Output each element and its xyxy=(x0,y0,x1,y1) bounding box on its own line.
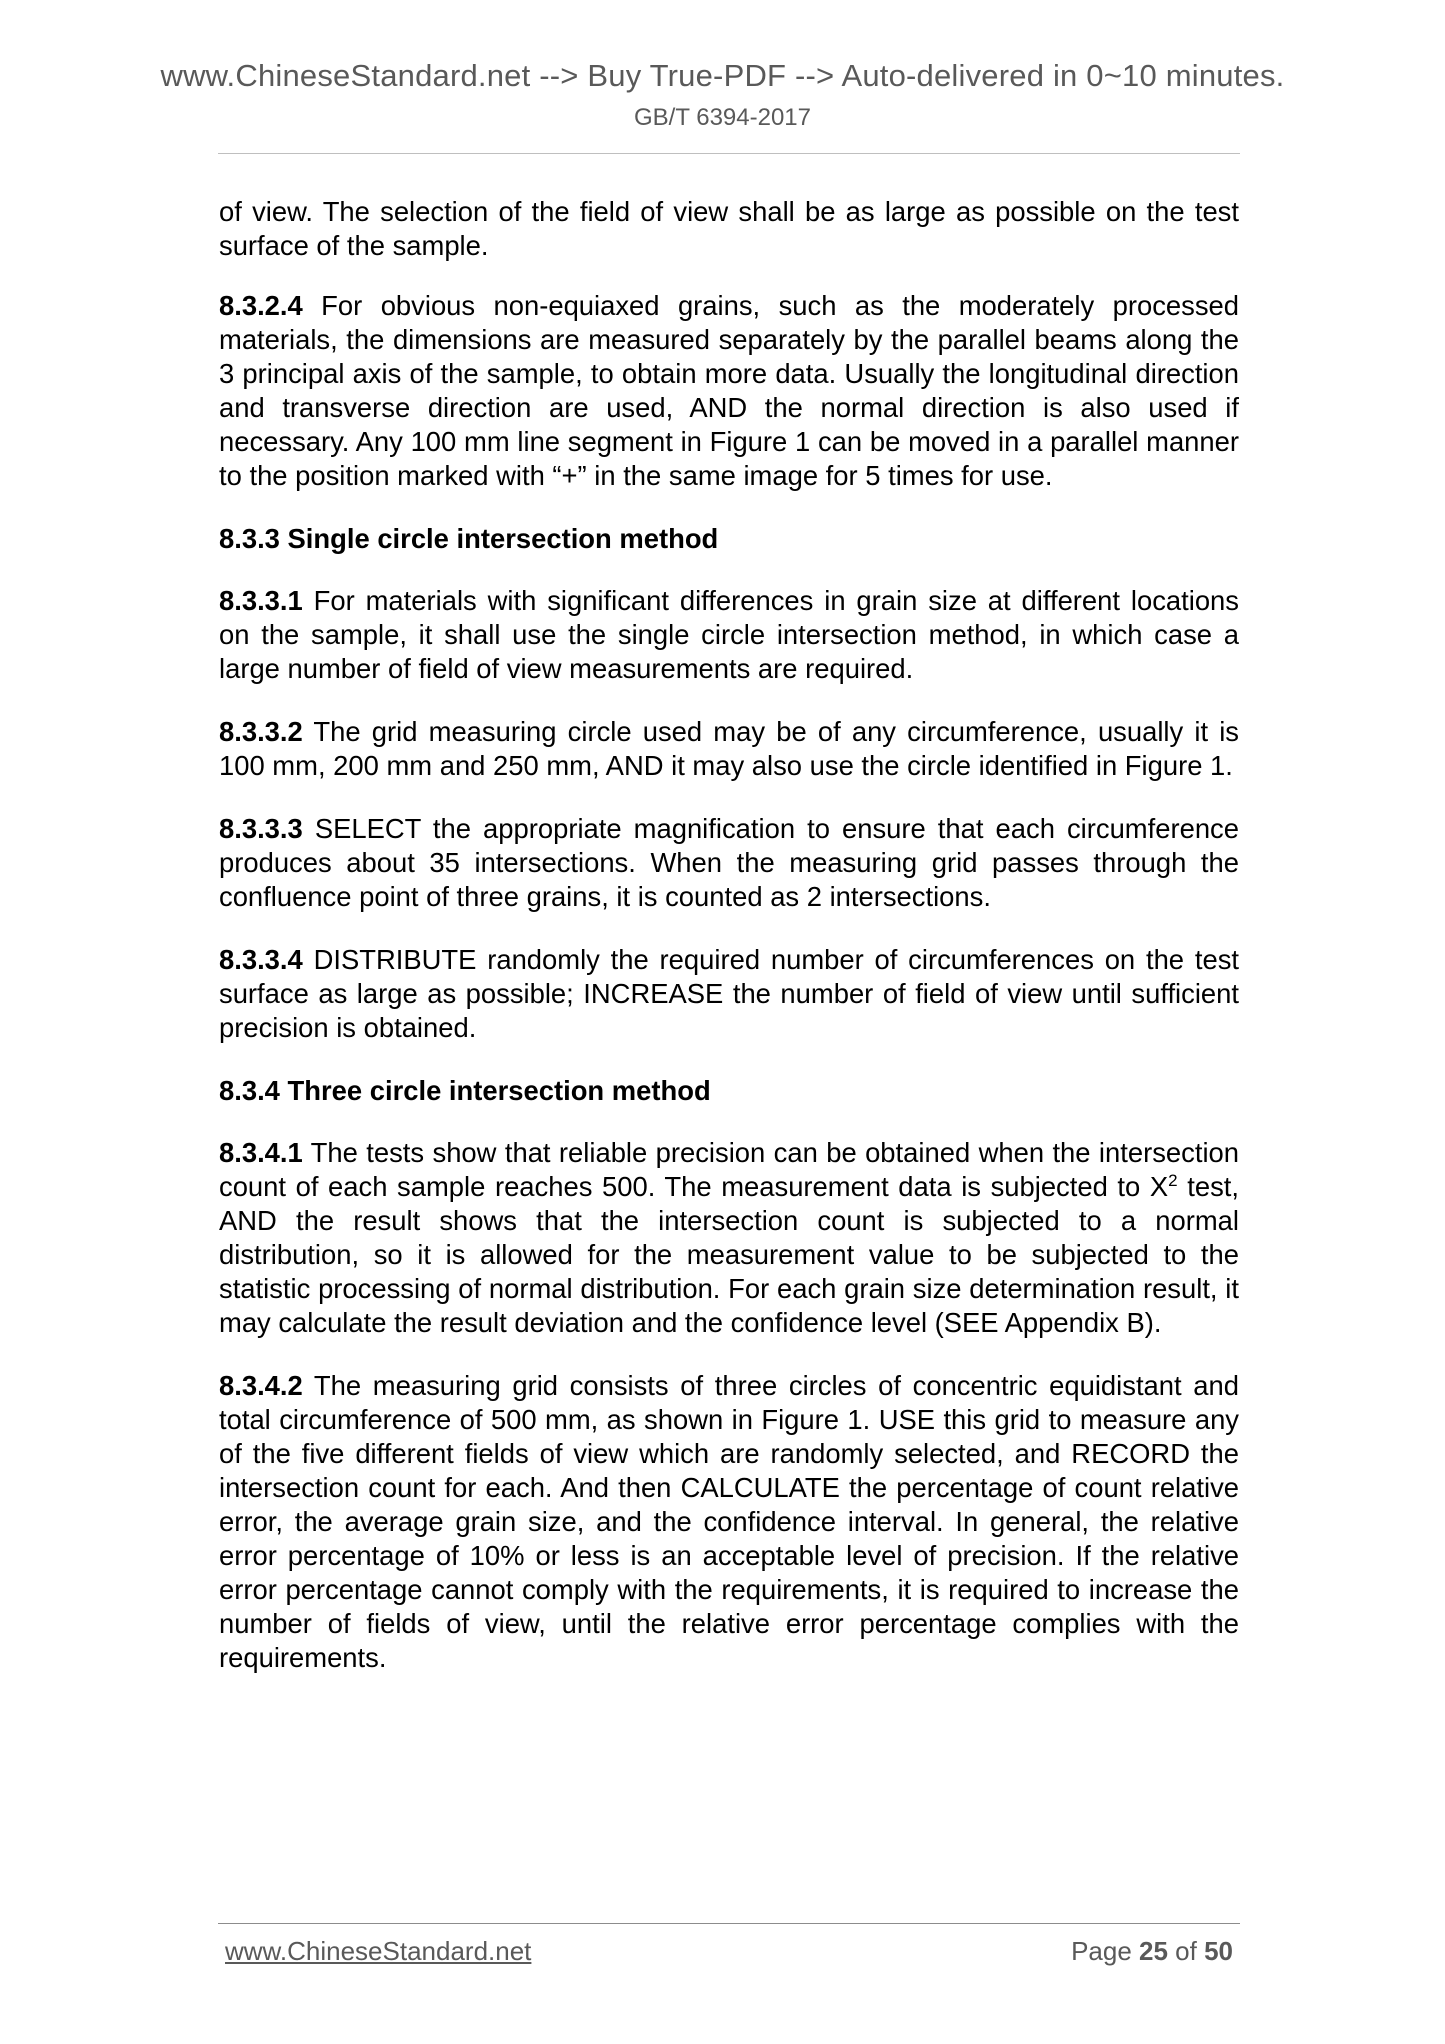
clause-8-3-3-4 xyxy=(219,943,1239,1045)
clause-text-part-b: test, AND the result shows that the intersection count is subjected to a normal distribution, so it is allowed for the measurement value to be subjected to the statistic processing of normal distribution. For each grain size determination result, it may calculate the result deviation and the confidence level (SEE Appendix B). xyxy=(219,1171,1239,1338)
clause-8-3-3-3 xyxy=(219,812,1239,914)
clause-text: SELECT the appropriate magnification to ensure that each circumference produces about 35 intersections. When the measuring grid passes through the confluence point of three grains, it is counted as 2 intersections. xyxy=(219,813,1239,912)
clause-number: 8.3.4.1 xyxy=(219,1137,303,1168)
clause-8-3-4-1 xyxy=(219,1136,1239,1340)
total-pages: 50 xyxy=(1204,1936,1233,1966)
page-prefix: Page xyxy=(1071,1936,1140,1966)
page-indicator xyxy=(1071,1936,1233,1967)
document-body xyxy=(219,195,1239,1704)
clause-8-3-2-4 xyxy=(219,289,1239,493)
heading-8-3-4: 8.3.4 Three circle intersection method xyxy=(219,1075,711,1106)
clause-number: 8.3.3.2 xyxy=(219,716,303,747)
clause-text-part-a: The tests show that reliable precision can be obtained when the intersection count of each sample reaches 500. The measurement data is subjected to X xyxy=(219,1137,1239,1202)
current-page: 25 xyxy=(1139,1936,1168,1966)
clause-text: The measuring grid consists of three circles of concentric equidistant and total circumference of 500 mm, as shown in Figure 1. USE this grid to measure any of the five different fields of view which are randomly selected, and RECORD the intersection count for each. And then CALCULATE the percentage of count relative error, the average grain size, and the confidence interval. In general, the relative error percentage of 10% or less is an acceptable level of precision. If the relative error percentage cannot comply with the requirements, it is required to increase the number of fields of view, until the relative error percentage complies with the requirements. xyxy=(219,1370,1239,1673)
clause-number: 8.3.2.4 xyxy=(219,290,303,321)
intro-paragraph xyxy=(219,195,1239,263)
header-divider xyxy=(218,153,1240,154)
clause-text: For obvious non-equiaxed grains, such as the moderately processed materials, the dimensions are measured separately by the parallel beams along the 3 principal axis of the sample, to obtain more data. Usually the longitudinal direction and transverse direction are used, AND the normal direction is also used if necessary. Any 100 mm line segment in Figure 1 can be moved in a parallel manner to the position marked with “+” in the same image for 5 times for use. xyxy=(219,290,1239,491)
clause-8-3-3-1 xyxy=(219,584,1239,686)
intro-text: of view. The selection of the field of view shall be as large as possible on the test surface of the sample. xyxy=(219,196,1239,261)
clause-text: For materials with significant differences in grain size at different locations on the sample, it shall use the single circle intersection method, in which case a large number of field of view measurements are required. xyxy=(219,585,1239,684)
header-banner: www.ChineseStandard.net --> Buy True-PDF --> Auto-delivered in 0~10 minutes. xyxy=(160,58,1285,93)
standard-code: GB/T 6394-2017 xyxy=(633,104,811,131)
heading-8-3-3: 8.3.3 Single circle intersection method xyxy=(219,523,719,554)
footer-site-link[interactable]: www.ChineseStandard.net xyxy=(225,1936,532,1966)
clause-text: DISTRIBUTE randomly the required number of circumferences on the test surface as large as possible; INCREASE the number of field of view until sufficient precision is obtained. xyxy=(219,944,1239,1043)
page-of: of xyxy=(1167,1936,1205,1966)
clause-text: The grid measuring circle used may be of any circumference, usually it is 100 mm, 200 mm and 250 mm, AND it may also use the circle identified in Figure 1. xyxy=(219,716,1239,781)
clause-number: 8.3.3.4 xyxy=(219,944,303,975)
clause-8-3-3-2 xyxy=(219,715,1239,783)
clause-number: 8.3.4.2 xyxy=(219,1370,303,1401)
clause-number: 8.3.3.1 xyxy=(219,585,303,616)
clause-8-3-4-2 xyxy=(219,1369,1239,1675)
clause-number: 8.3.3.3 xyxy=(219,813,303,844)
footer-divider xyxy=(218,1923,1240,1924)
superscript-2: 2 xyxy=(1168,1171,1178,1190)
